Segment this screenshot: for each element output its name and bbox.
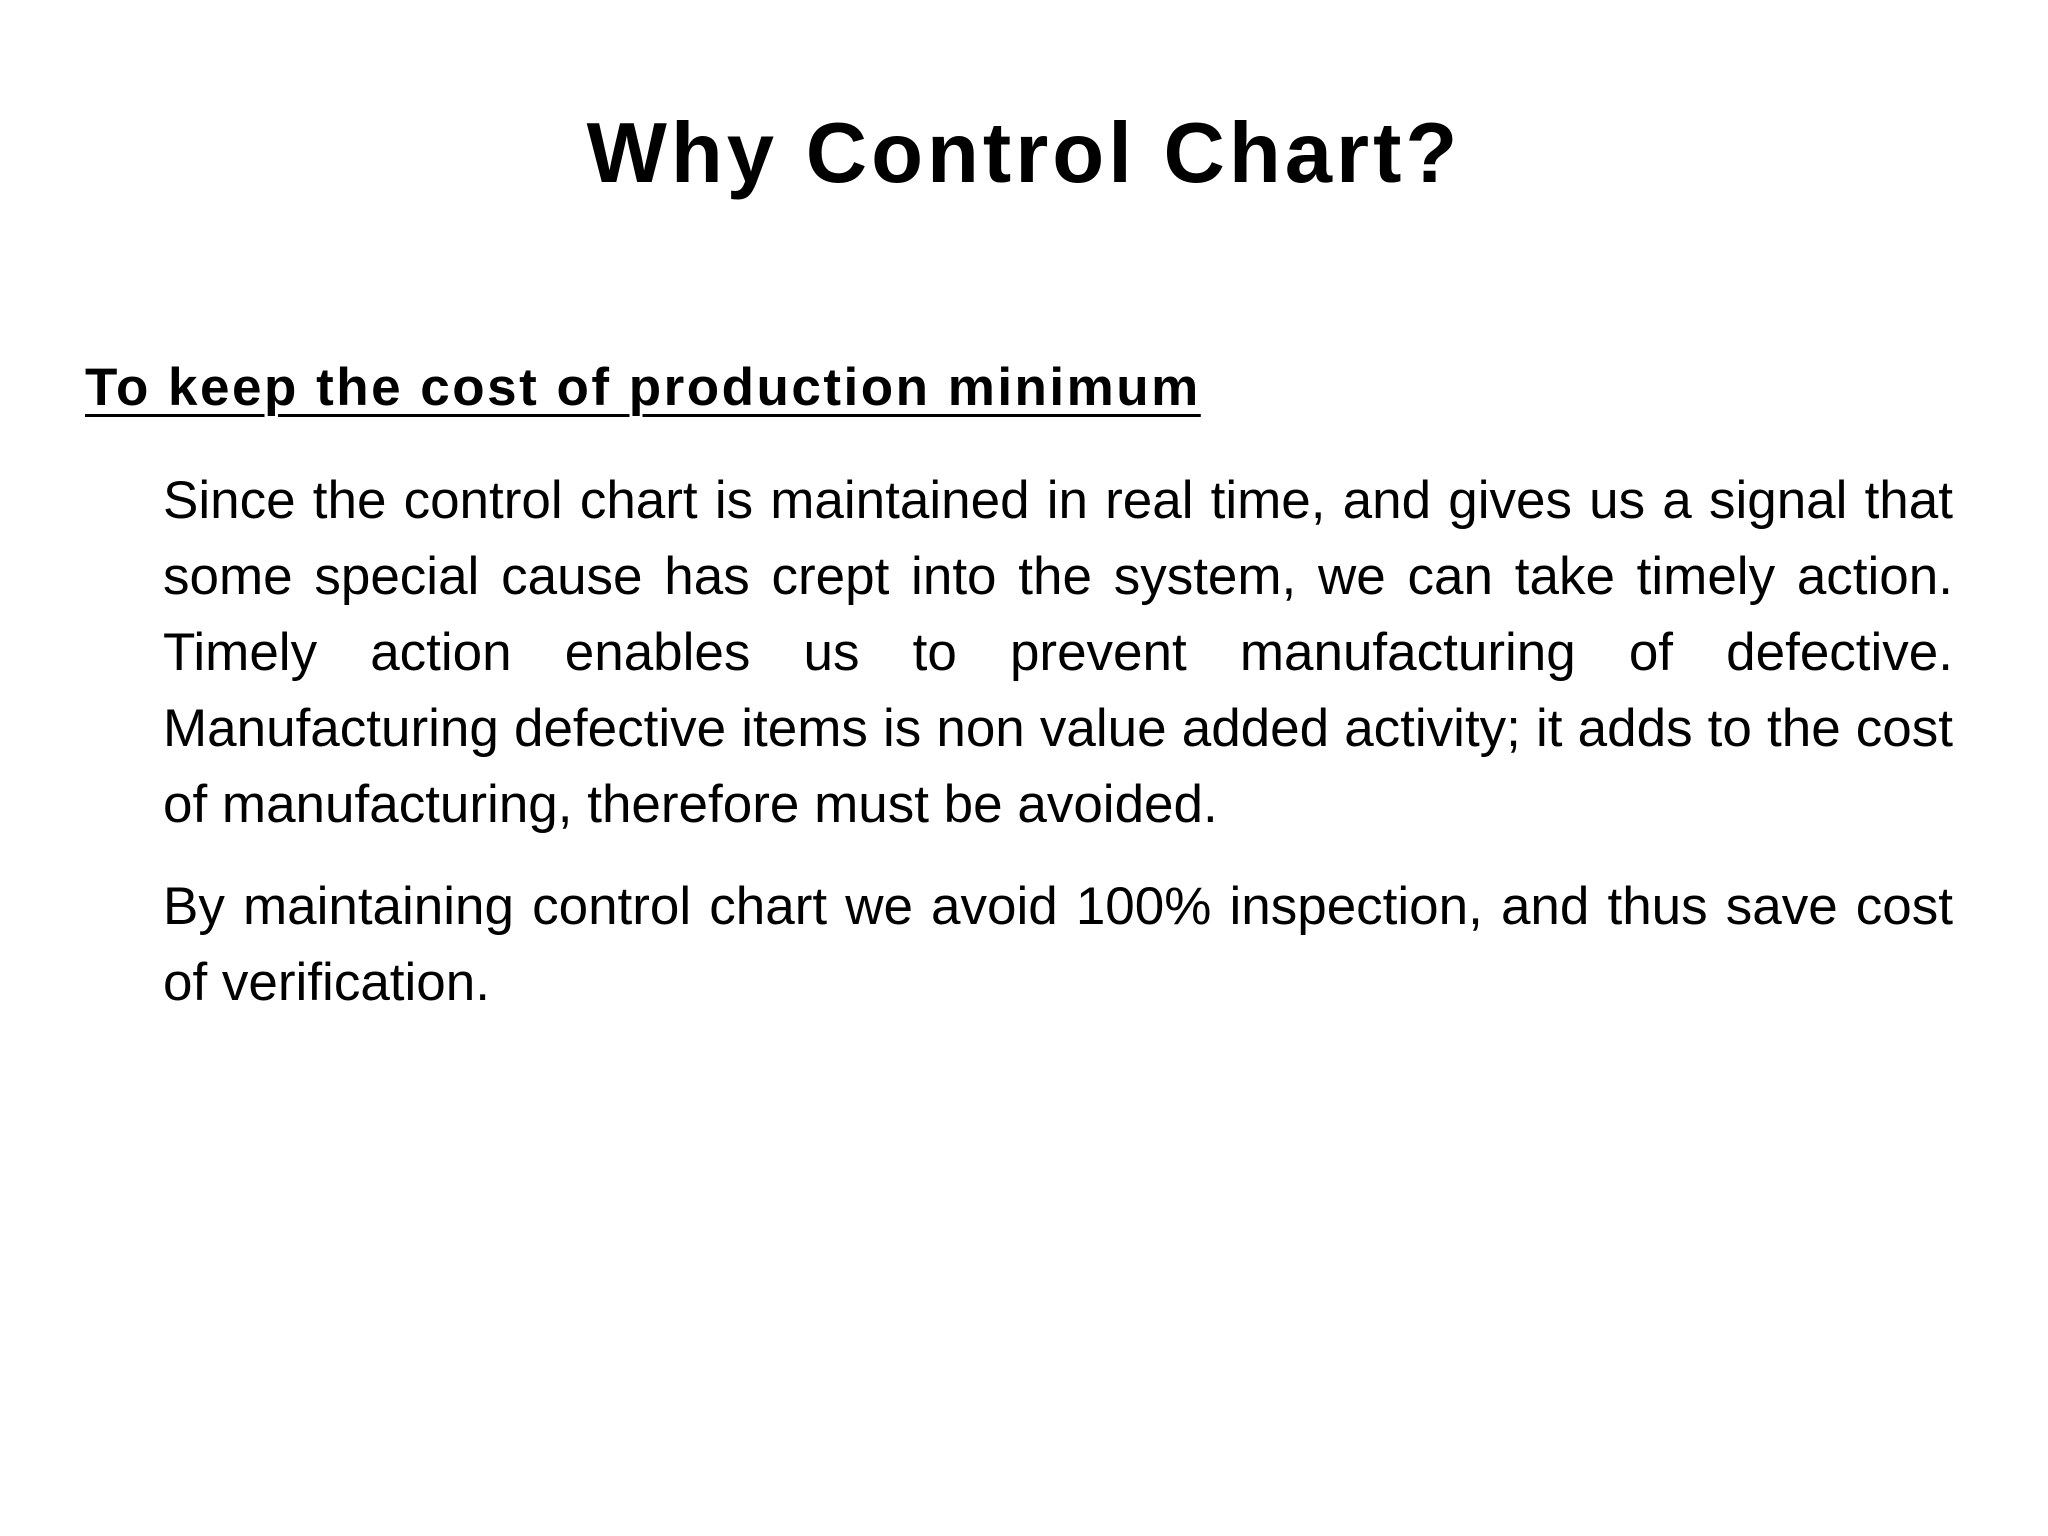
slide-title: Why Control Chart? — [586, 106, 1462, 201]
paragraph-real-time-signal: Since the control chart is maintained in real time, and gives us a signal that some special cause has crept into the system, we can take timely action. Timely action enables us to prevent manufacturing of defective. Manufacturing defective items is non value added activity; it adds to the cost of manufacturing, therefore must be avoided. — [163, 471, 1953, 834]
body-text-block — [163, 463, 1953, 1021]
section-heading: To keep the cost of production minimum — [85, 358, 1201, 417]
paragraph-avoid-inspection: By maintaining control chart we avoid 100% inspection, and thus save cost of verification. — [163, 877, 1953, 1012]
